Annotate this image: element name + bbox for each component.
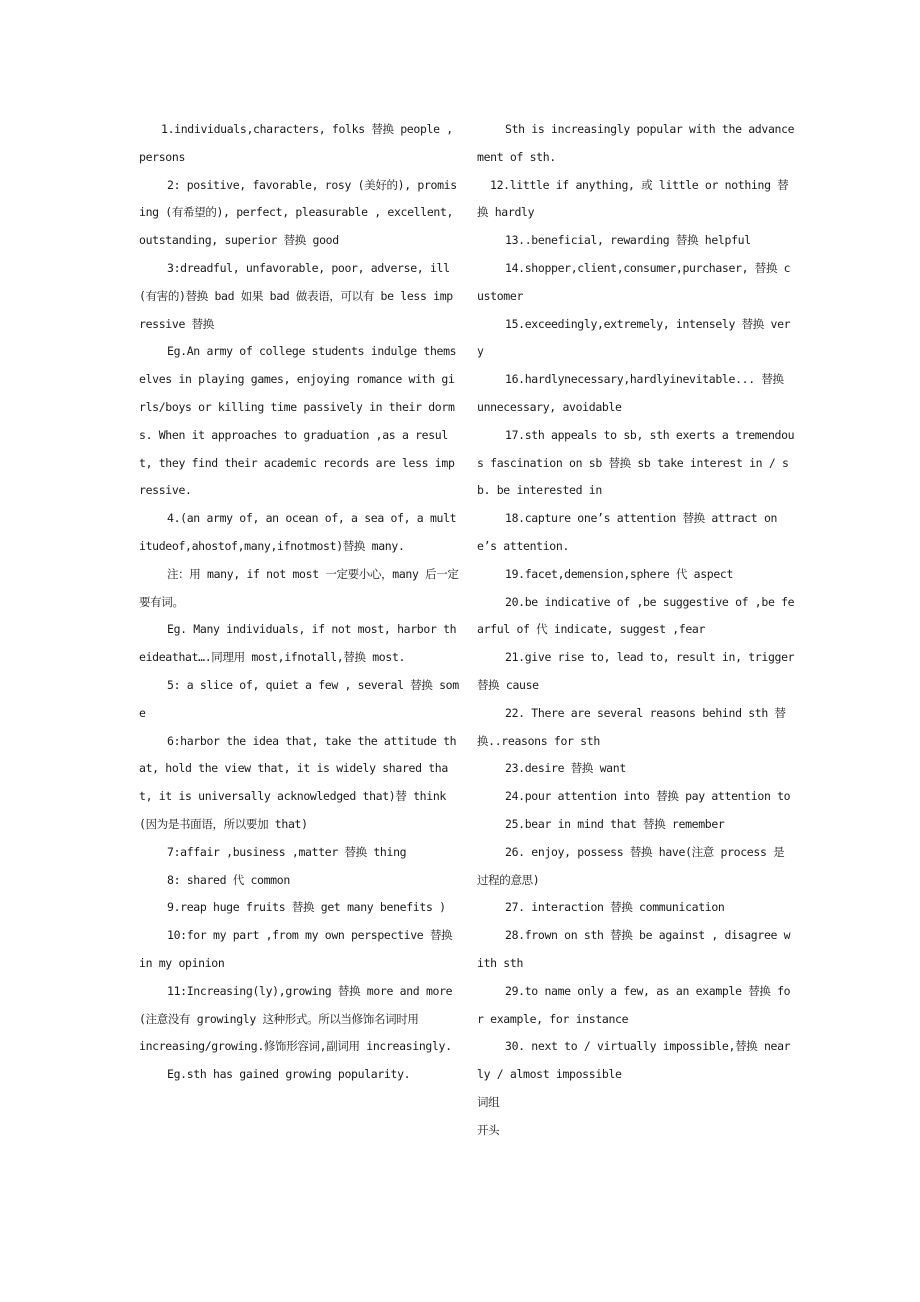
entry-25: 25.bear in mind that 替换 remember xyxy=(505,816,725,831)
entry-20: 20.be indicative of ,be suggestive of ,be fearful of 代 indicate, suggest ,fear xyxy=(477,594,795,637)
entry-17: 17.sth appeals to sb, sth exerts a tremendous fascination on sb 替换 sb take interest in / sb. be interested in xyxy=(477,427,795,498)
entry-3: 3:dreadful, unfavorable, poor, adverse, ill (有害的)替换 bad 如果 bad 做表语，可以有 be less impressive 替换 xyxy=(139,260,453,331)
entry-29: 29.to name only a few, as an example 替换 for example, for instance xyxy=(477,983,791,1026)
entry-24: 24.pour attention into 替换 pay attention to xyxy=(505,789,791,804)
right-column xyxy=(477,116,795,1144)
entry-7: 7:affair ,business ,matter 替换 thing xyxy=(167,844,407,859)
entry-12: 12.little if anything, 或 little or nothing 替换 hardly xyxy=(477,177,789,220)
example-continued: Sth is increasingly popular with the advancement of sth. xyxy=(477,122,795,164)
entry-2: 2: positive, favorable, rosy (美好的), promising (有希望的), perfect, pleasurable , excellent, outstanding, superior 替换 good xyxy=(139,177,457,248)
entry-23: 23.desire 替换 want xyxy=(505,761,626,776)
entry-28: 28.frown on sth 替换 be against , disagree with sth xyxy=(477,928,791,970)
example-paragraph: Eg. Many individuals, if not most, harbor theideathat….同理用 most,ifnotall,替换 most. xyxy=(139,622,457,665)
entry-4: 4.(an army of, an ocean of, a sea of, a multitudeof,ahostof,many,ifnotmost)替换 many. xyxy=(139,511,457,553)
entry-26: 26. enjoy, possess 替换 have(注意 process 是过程的意思) xyxy=(477,844,785,887)
entry-11-continued: increasing/growing.修饰形容词,副词用 increasingly. xyxy=(139,1039,452,1054)
example-paragraph: Eg.sth has gained growing popularity. xyxy=(167,1067,411,1082)
example-paragraph: Eg.An army of college students indulge themselves in playing games, enjoying romance with girls/boys or killing time passively in their dorms. When it approaches to graduation ,as a result, they find their academic records are less impressive. xyxy=(139,344,457,498)
entry-11: 11:Increasing(ly),growing 替换 more and more(注意没有 growingly 这种形式。所以当修饰名词时用 xyxy=(139,983,453,1026)
entry-13: 13..beneficial, rewarding 替换 helpful xyxy=(505,233,751,248)
entry-22: 22. There are several reasons behind sth 替换..reasons for sth xyxy=(477,705,786,748)
entry-15: 15.exceedingly,extremely, intensely 替换 very xyxy=(477,316,791,359)
section-heading-phrases: 词组 xyxy=(477,1094,500,1109)
entry-27: 27. interaction 替换 communication xyxy=(505,900,725,915)
entry-18: 18.capture one’s attention 替换 attract one’s attention. xyxy=(477,511,778,553)
entry-1: 1.individuals,characters, folks 替换 people ,persons xyxy=(139,122,453,164)
entry-8: 8: shared 代 common xyxy=(167,872,290,887)
entry-9: 9.reap huge fruits 替换 get many benefits ) xyxy=(167,900,446,915)
entry-5: 5: a slice of, quiet a few , several 替换 some xyxy=(139,677,459,720)
entry-30: 30. next to / virtually impossible,替换 nearly / almost impossible xyxy=(477,1039,791,1082)
entry-10: 10:for my part ,from my own perspective 替换 in my opinion xyxy=(139,928,453,970)
entry-6: 6:harbor the idea that, take the attitude that, hold the view that, it is widely shared that, it is universally acknowledged that)替 think (因为是书面语，所以要加 that) xyxy=(139,733,457,831)
left-column xyxy=(139,116,459,1089)
entry-16: 16.hardlynecessary,hardlyinevitable... 替换 unnecessary, avoidable xyxy=(477,372,784,414)
section-heading-opening: 开头 xyxy=(477,1122,500,1137)
note-paragraph: 注：用 many, if not most 一定要小心，many 后一定要有词。 xyxy=(139,566,459,609)
entry-21: 21.give rise to, lead to, result in, trigger 替换 cause xyxy=(477,650,795,692)
entry-14: 14.shopper,client,consumer,purchaser, 替换 customer xyxy=(477,260,791,303)
entry-19: 19.facet,demension,sphere 代 aspect xyxy=(505,566,734,581)
